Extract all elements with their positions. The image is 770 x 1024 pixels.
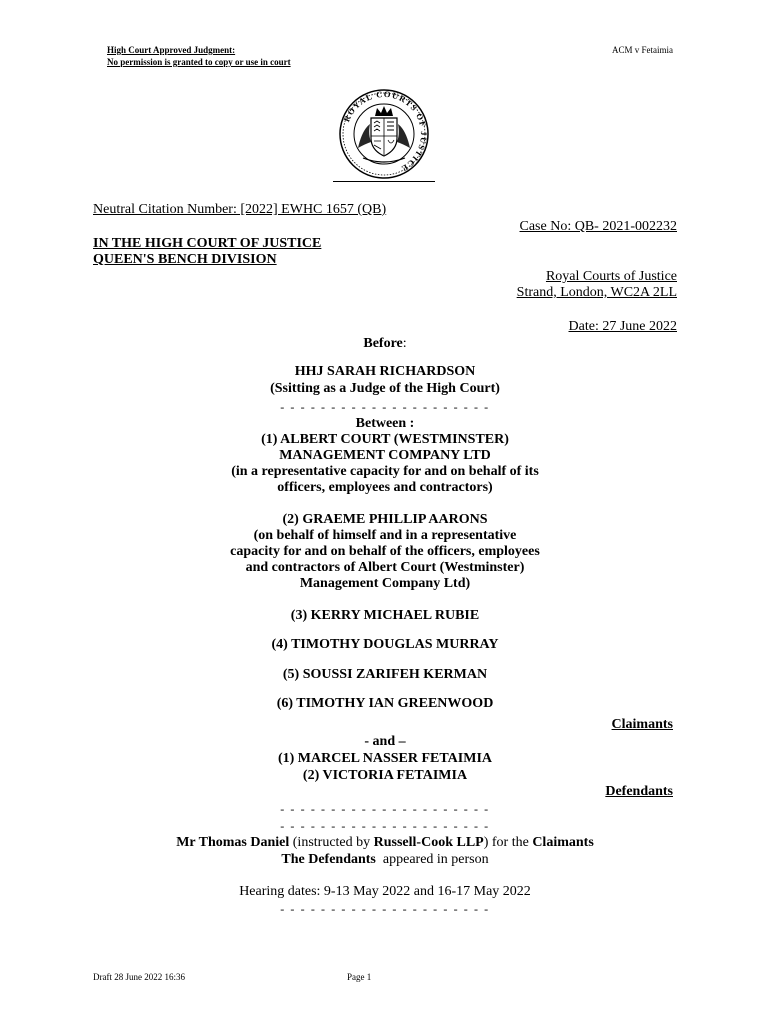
case-number: Case No: QB- 2021-002232 bbox=[519, 219, 677, 234]
crest-ring-text: ROYAL COURTS OF JUSTICE bbox=[341, 88, 430, 175]
claimants-label: Claimants bbox=[611, 717, 673, 732]
defendant-2: (2) VICTORIA FETAIMIA bbox=[302, 768, 468, 783]
divider-3: - - - - - - - - - - - - - - - - - - - - - bbox=[280, 819, 490, 833]
counsel-line bbox=[0, 835, 770, 851]
claimant-6: (6) TIMOTHY IAN GREENWOOD bbox=[276, 696, 494, 711]
counsel-firm: Russell-Cook LLP bbox=[373, 835, 484, 850]
divider-4: - - - - - - - - - - - - - - - - - - - - - bbox=[280, 902, 490, 916]
neutral-citation: Neutral Citation Number: [2022] EWHC 1657 (QB) bbox=[93, 202, 387, 217]
defendants-label: Defendants bbox=[605, 784, 673, 799]
divider-1: - - - - - - - - - - - - - - - - - - - - - bbox=[280, 400, 490, 414]
court-title bbox=[93, 236, 321, 268]
footer-draft: Draft 28 June 2022 16:36 bbox=[93, 972, 185, 982]
claimant-2-line2: (on behalf of himself and in a representative bbox=[253, 528, 517, 543]
between-label: Between : bbox=[355, 416, 415, 431]
claimant-2-line3: capacity for and on behalf of the officers, employees bbox=[230, 544, 540, 559]
header-notice bbox=[107, 44, 291, 68]
crest-divider bbox=[333, 181, 435, 182]
judgment-date: Date: 27 June 2022 bbox=[568, 319, 677, 334]
claimant-1-line2: MANAGEMENT COMPANY LTD bbox=[279, 448, 491, 463]
before-label: Before bbox=[363, 336, 403, 351]
claimant-2-line4: and contractors of Albert Court (Westminster) bbox=[245, 560, 525, 575]
claimant-1 bbox=[0, 432, 770, 496]
counsel-for: ) for the bbox=[483, 835, 533, 850]
royal-courts-crest bbox=[333, 88, 435, 180]
claimant-3: (3) KERRY MICHAEL RUBIE bbox=[290, 608, 480, 623]
defendants-appearance-bold: The Defendants bbox=[281, 852, 376, 867]
defendants-appearance bbox=[0, 852, 770, 868]
claimant-2-line1: (2) GRAEME PHILLIP AARONS bbox=[282, 512, 488, 527]
header-case-short: ACM v Fetaimia bbox=[612, 45, 673, 55]
judge-name: HHJ SARAH RICHARDSON bbox=[294, 364, 476, 379]
claimant-2-line5: Management Company Ltd) bbox=[299, 576, 471, 591]
claimant-1-line1: (1) ALBERT COURT (WESTMINSTER) bbox=[261, 432, 509, 447]
hearing-dates: Hearing dates: 9-13 May 2022 and 16-17 May 2022 bbox=[239, 884, 531, 899]
claimant-1-line4: officers, employees and contractors) bbox=[277, 480, 493, 495]
court-title-line1: IN THE HIGH COURT OF JUSTICE bbox=[93, 236, 322, 251]
court-location-line1: Royal Courts of Justice bbox=[545, 269, 677, 284]
before-colon: : bbox=[402, 336, 407, 351]
counsel-party: Claimants bbox=[532, 835, 594, 850]
divider-2: - - - - - - - - - - - - - - - - - - - - - bbox=[280, 802, 490, 816]
before-heading bbox=[0, 336, 770, 352]
judge-role: (Ssitting as a Judge of the High Court) bbox=[270, 381, 500, 396]
counsel-name: Mr Thomas Daniel bbox=[176, 835, 290, 850]
court-title-line2: QUEEN'S BENCH DIVISION bbox=[93, 252, 277, 267]
footer-page-number: Page 1 bbox=[347, 972, 372, 982]
court-location-line2: Strand, London, WC2A 2LL bbox=[516, 285, 677, 300]
claimant-1-line3: (in a representative capacity for and on behalf of its bbox=[231, 464, 539, 479]
and-separator: - and – bbox=[364, 734, 406, 749]
header-notice-line2: No permission is granted to copy or use in court bbox=[107, 57, 291, 67]
court-location bbox=[517, 269, 677, 301]
header-notice-line1: High Court Approved Judgment: bbox=[107, 45, 236, 55]
defendant-1: (1) MARCEL NASSER FETAIMIA bbox=[277, 751, 493, 766]
claimant-5: (5) SOUSSI ZARIFEH KERMAN bbox=[282, 667, 488, 682]
counsel-instructed: (instructed by bbox=[289, 835, 374, 850]
defendants-appearance-rest: appeared in person bbox=[375, 852, 489, 867]
claimant-2 bbox=[0, 512, 770, 592]
claimant-4: (4) TIMOTHY DOUGLAS MURRAY bbox=[271, 637, 499, 652]
